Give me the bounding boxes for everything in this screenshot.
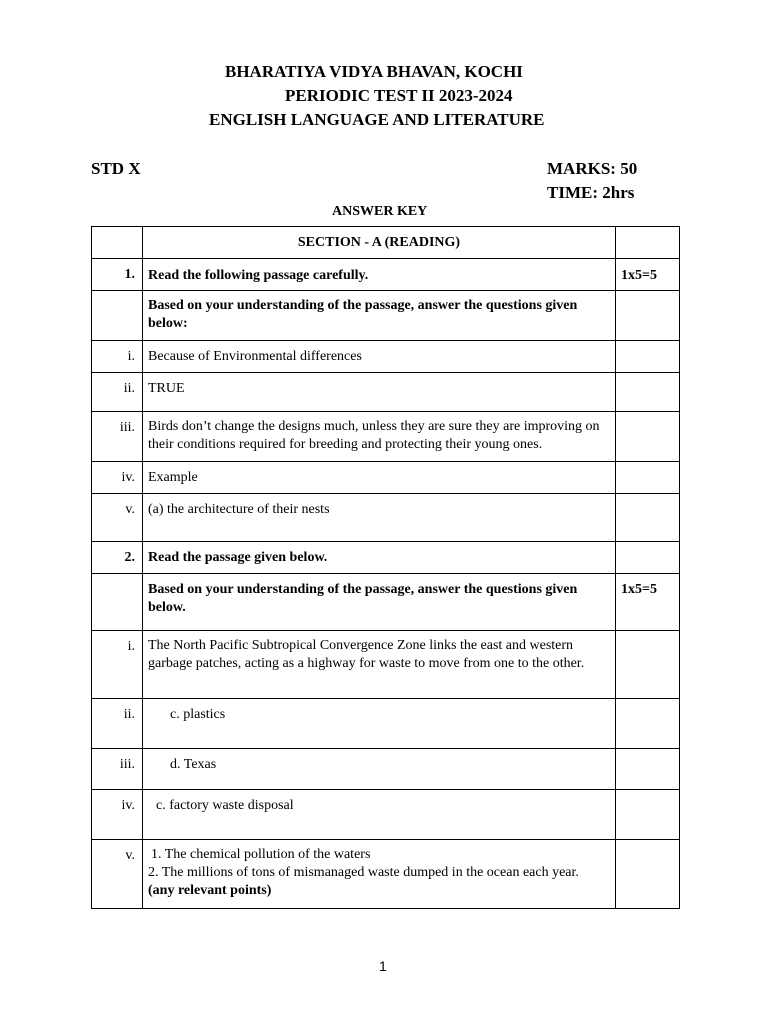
answer-key-table	[91, 226, 680, 909]
answer-row	[92, 749, 680, 790]
instruction-row	[92, 574, 680, 631]
answer-number: ii.	[92, 373, 143, 412]
page-number: 1	[379, 958, 387, 974]
question-title: Read the passage given below.	[143, 542, 616, 574]
answer-line: 1. The chemical pollution of the waters	[151, 847, 371, 862]
answer-row	[92, 462, 680, 494]
answer-row	[92, 373, 680, 412]
answer-text: Example	[143, 462, 616, 494]
section-row	[92, 227, 680, 259]
answer-number: v.	[92, 494, 143, 542]
answer-number: ii.	[92, 699, 143, 749]
question-row	[92, 259, 680, 291]
question-number: 1.	[92, 259, 143, 291]
answer-text: (a) the architecture of their nests	[143, 494, 616, 542]
answer-number: iv.	[92, 790, 143, 840]
answer-row	[92, 494, 680, 542]
answer-line-text: 2. The millions of tons of mismanaged waste dumped in the ocean each year.	[148, 865, 579, 880]
question-title: Read the following passage carefully.	[143, 259, 616, 291]
answer-number: i.	[92, 631, 143, 699]
answer-text: c. plastics	[170, 707, 226, 722]
answer-text: d. Texas	[170, 757, 217, 772]
answer-text: c. factory waste disposal	[156, 798, 294, 813]
answer-text	[143, 840, 616, 909]
instruction-row	[92, 291, 680, 341]
answer-row	[92, 341, 680, 373]
answer-text: Because of Environmental differences	[143, 341, 616, 373]
question-marks: 1x5=5	[616, 259, 680, 291]
answer-text: TRUE	[143, 373, 616, 412]
subject-title: ENGLISH LANGUAGE AND LITERATURE	[209, 110, 545, 129]
answer-row	[92, 840, 680, 909]
question-marks: 1x5=5	[616, 574, 680, 631]
question-instruction: Based on your understanding of the passage, answer the questions given below.	[143, 574, 616, 631]
school-name: BHARATIYA VIDYA BHAVAN, KOCHI	[225, 62, 523, 81]
test-title: PERIODIC TEST II 2023-2024	[285, 86, 513, 105]
answer-number: iii.	[92, 412, 143, 462]
answer-number: iii.	[92, 749, 143, 790]
answer-row	[92, 631, 680, 699]
section-heading: SECTION - A (READING)	[143, 227, 616, 259]
answer-line	[148, 864, 610, 900]
bold-note: (any relevant points)	[148, 883, 272, 898]
answer-number: i.	[92, 341, 143, 373]
question-row	[92, 542, 680, 574]
answer-key-heading: ANSWER KEY	[332, 204, 428, 219]
marks-label: MARKS: 50	[547, 159, 638, 178]
answer-row	[92, 699, 680, 749]
answer-text: Birds don’t change the designs much, unless they are sure they are improving on their conditions required for breeding and protecting their young ones.	[143, 412, 616, 462]
standard-label: STD X	[91, 159, 141, 178]
answer-number: iv.	[92, 462, 143, 494]
answer-number: v.	[92, 840, 143, 909]
question-number: 2.	[92, 542, 143, 574]
answer-row	[92, 412, 680, 462]
time-label: TIME: 2hrs	[547, 183, 635, 202]
answer-text: The North Pacific Subtropical Convergence Zone links the east and western garbage patches, acting as a highway for waste to move from one to the other.	[143, 631, 616, 699]
answer-row	[92, 790, 680, 840]
question-instruction: Based on your understanding of the passage, answer the questions given below:	[143, 291, 616, 341]
